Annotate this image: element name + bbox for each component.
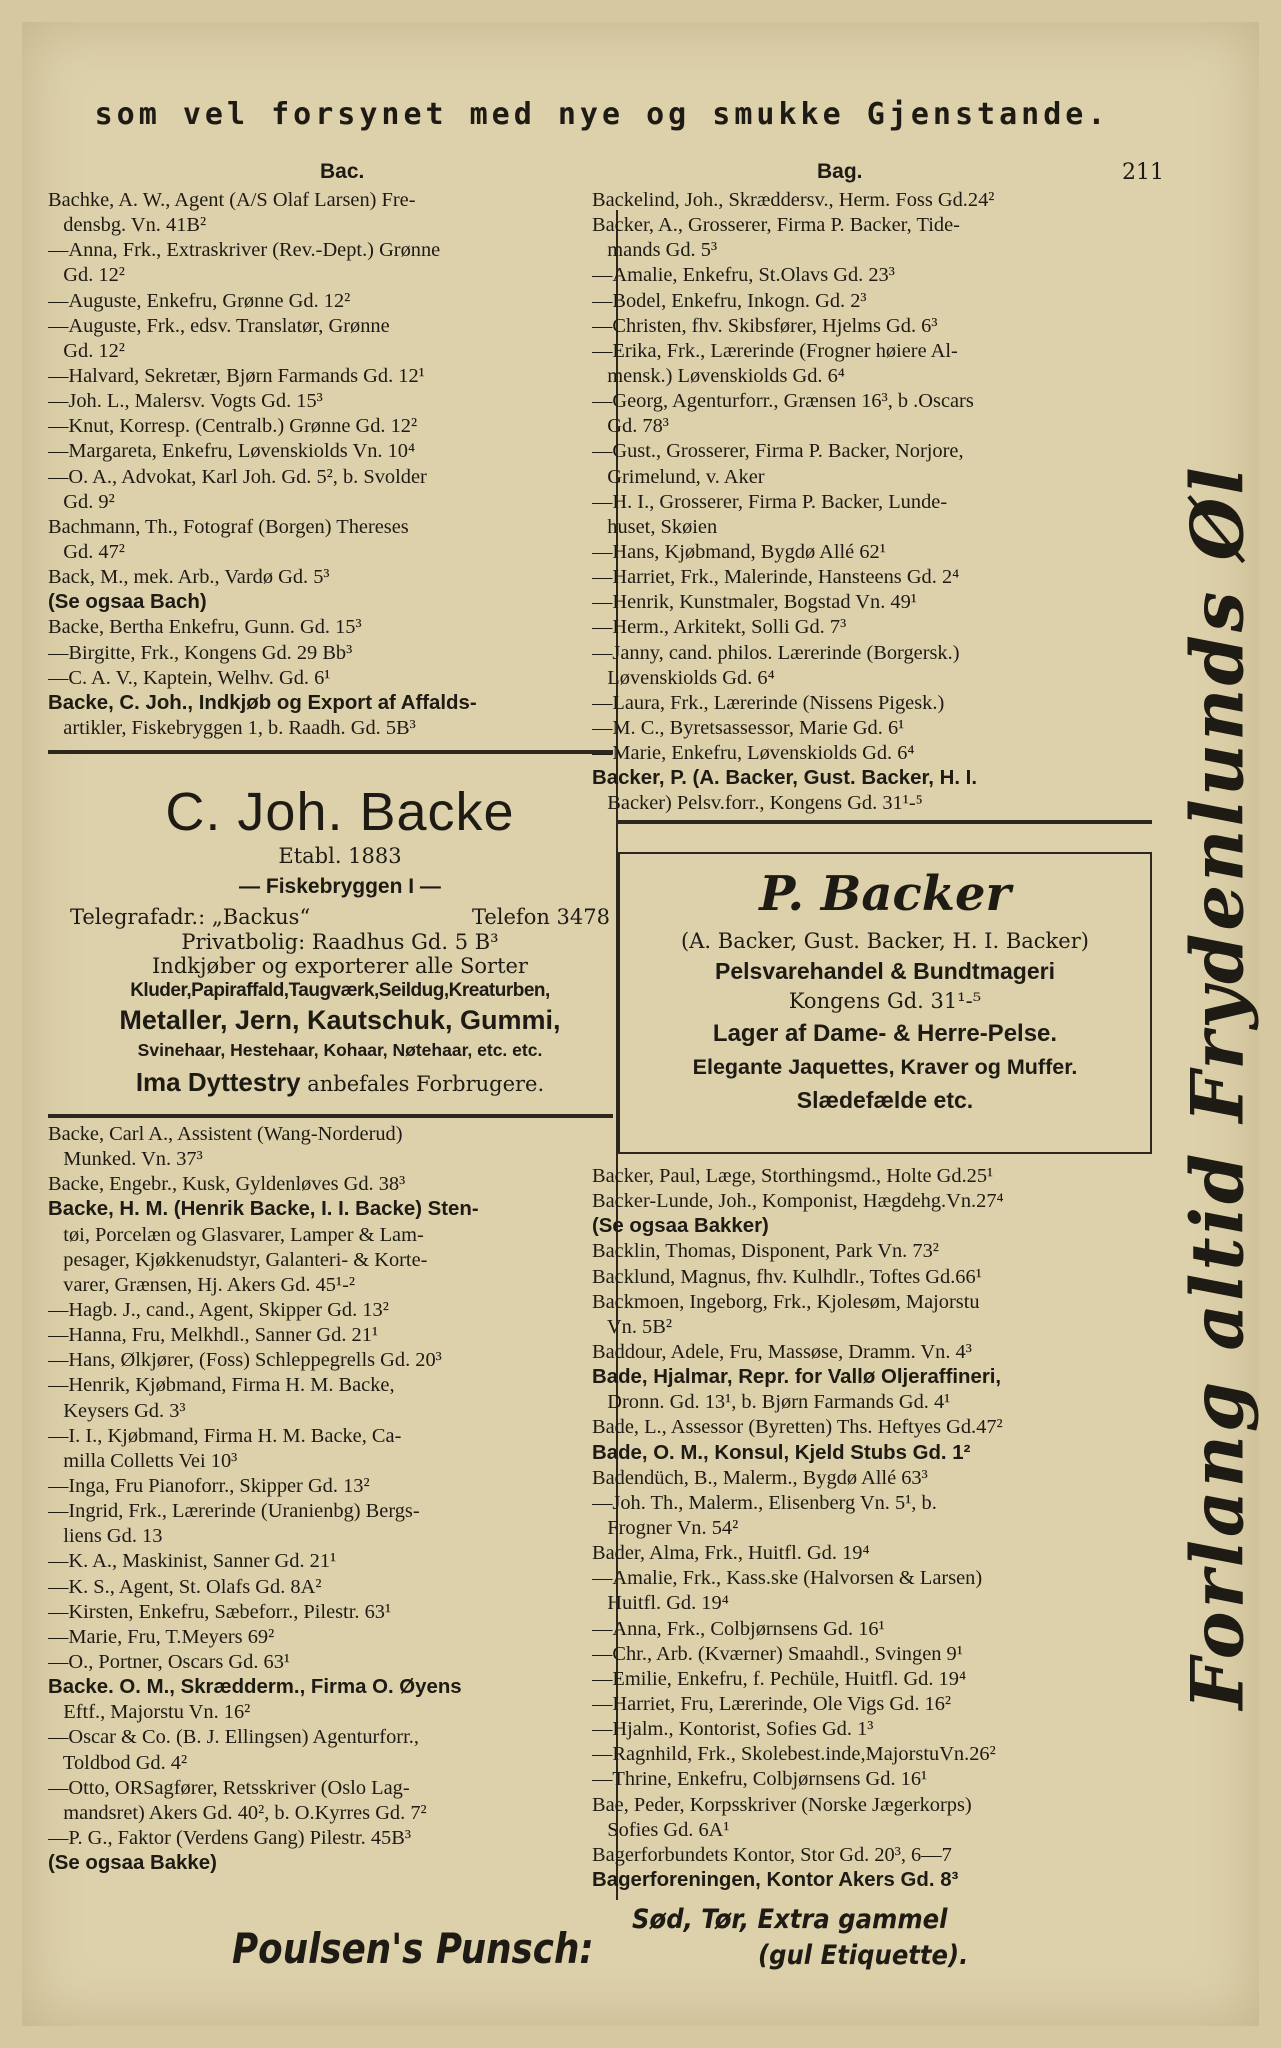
backer-ad-trade: Pelsvarehandel & Bundtmageri — [715, 958, 1055, 984]
backe-ad-established: Etabl. 1883 — [278, 844, 402, 868]
directory-entry-line: Eftf., Majorstu Vn. 16² — [48, 1701, 251, 1724]
directory-entry-line: Løvenskiolds Gd. 6⁴ — [592, 666, 775, 689]
directory-entry-line: Badendüch, B., Malerm., Bygdø Allé 63³ — [592, 1466, 928, 1489]
directory-entry-line: (Se ogsaa Bakker) — [592, 1215, 769, 1238]
directory-entry-line: Backlin, Thomas, Disponent, Park Vn. 73² — [592, 1240, 939, 1263]
backe-ad-telegraph: Telegrafadr.: „Backus“ — [70, 905, 311, 930]
directory-entry-line: —Georg, Agenturforr., Grænsen 16³, b .Oscars — [592, 390, 974, 413]
directory-entry-line: Huitfl. Gd. 19⁴ — [592, 1592, 729, 1615]
directory-entry-line: densbg. Vn. 41B² — [48, 214, 207, 237]
directory-entry-line: Frogner Vn. 54² — [592, 1516, 739, 1539]
directory-entry-line: —Amalie, Enkefru, St.Olavs Gd. 23³ — [592, 264, 895, 287]
directory-entry-line: —Thrine, Enkefru, Colbjørnsens Gd. 16¹ — [592, 1768, 928, 1791]
backer-advertisement — [618, 852, 1152, 1154]
directory-entry-line: Bader, Alma, Frk., Huitfl. Gd. 19⁴ — [592, 1542, 870, 1565]
directory-entry-line: —H. I., Grosserer, Firma P. Backer, Lunde- — [592, 490, 948, 513]
directory-entry-line: —Erika, Frk., Lærerinde (Frogner høiere Al- — [592, 339, 958, 362]
directory-entry-line: Backe, C. Joh., Indkjøb og Export af Affalds- — [48, 691, 477, 714]
directory-entry-line: Toldbod Gd. 4² — [48, 1751, 188, 1774]
punsch-ad-name: Poulsen's Punsch: — [232, 1924, 594, 1973]
section-divider — [48, 1114, 613, 1118]
directory-entry-line: —Kirsten, Enkefru, Sæbeforr., Pilestr. 63¹ — [48, 1600, 392, 1623]
directory-entry-line: Backe, Carl A., Assistent (Wang-Norderud) — [48, 1123, 403, 1145]
directory-entry-line: —Hjalm., Kontorist, Sofies Gd. 1³ — [592, 1718, 874, 1741]
directory-entry-line: Bachmann, Th., Fotograf (Borgen) Thereses — [48, 515, 409, 538]
directory-entry-line: —Herm., Arkitekt, Solli Gd. 7³ — [592, 616, 847, 639]
directory-entry-line: Back, M., mek. Arb., Vardø Gd. 5³ — [48, 566, 330, 589]
directory-entry-line: Vn. 5B² — [592, 1315, 672, 1338]
directory-entry-line: Backer-Lunde, Joh., Komponist, Hægdehg.Vn.27⁴ — [592, 1190, 1004, 1213]
directory-entry-line: —Auguste, Enkefru, Grønne Gd. 12² — [48, 289, 351, 312]
page-number: 211 — [1122, 160, 1164, 185]
directory-entry-line: Backe. O. M., Skrædderm., Firma O. Øyens — [48, 1676, 462, 1699]
directory-entry-line: (Se ogsaa Bakke) — [48, 1852, 217, 1875]
directory-entry-line: mands Gd. 5³ — [592, 239, 718, 262]
backer-ad-name: P. Backer — [759, 866, 1011, 922]
section-divider — [48, 750, 613, 754]
directory-entry-line: Grimelund, v. Aker — [592, 465, 765, 488]
directory-entry-line: pesager, Kjøkkenudstyr, Galanteri- & Korte- — [48, 1248, 428, 1271]
directory-entry-line: Bade, Hjalmar, Repr. for Vallø Oljeraffineri, — [592, 1366, 1002, 1389]
directory-entry-line: varer, Grænsen, Hj. Akers Gd. 45¹-² — [48, 1273, 356, 1296]
backe-ad-private: Privatbolig: Raadhus Gd. 5 B³ — [181, 929, 499, 954]
backe-ad-product: Ima Dyttestry — [135, 1066, 301, 1097]
directory-entry-line: Backer, Paul, Læge, Storthingsmd., Holte Gd.25¹ — [592, 1165, 994, 1187]
directory-entry-line: Keysers Gd. 3³ — [48, 1399, 186, 1422]
directory-entry-line: —Amalie, Frk., Kass.ske (Halvorsen & Larsen) — [592, 1567, 983, 1590]
directory-entry-line: mensk.) Løvenskiolds Gd. 6⁴ — [592, 364, 845, 387]
directory-entry-line: Munked. Vn. 37³ — [48, 1148, 203, 1171]
directory-entry-line: —Gust., Grosserer, Firma P. Backer, Norjore, — [592, 440, 964, 463]
directory-entry-line: —C. A. V., Kaptein, Welhv. Gd. 6¹ — [48, 666, 331, 689]
directory-entry-line: —I. I., Kjøbmand, Firma H. M. Backe, Ca- — [48, 1424, 402, 1447]
backe-ad-goods-3: Svinehaar, Hestehaar, Kohaar, Nøtehaar, etc. etc. — [137, 1039, 543, 1060]
directory-entry-line: —M. C., Byretsassessor, Marie Gd. 6¹ — [592, 716, 905, 739]
directory-entry-line: —Ragnhild, Frk., Skolebest.inde,MajorstuVn.26² — [592, 1743, 996, 1766]
right-column-entries-top — [592, 188, 1152, 817]
directory-entry-line: Gd. 12² — [48, 339, 125, 362]
directory-entry-line: —Knut, Korresp. (Centralb.) Grønne Gd. 12² — [48, 415, 418, 438]
directory-entry-line: —Anna, Frk., Extraskriver (Rev.-Dept.) Grønne — [48, 239, 441, 262]
directory-entry-line: —Emilie, Enkefru, f. Pechüle, Huitfl. Gd. 19⁴ — [592, 1667, 967, 1690]
directory-entry-line: —Christen, fhv. Skibsfører, Hjelms Gd. 6³ — [592, 314, 938, 337]
directory-entry-line: —Marie, Enkefru, Løvenskiolds Gd. 6⁴ — [592, 742, 915, 765]
backe-ad-recommend: anbefales Forbrugere. — [300, 1071, 545, 1096]
section-divider — [618, 820, 1152, 824]
directory-entry-line: Backer, A., Grosserer, Firma P. Backer, Tide- — [592, 214, 960, 237]
page-tagline: som vel forsynet med nye og smukke Gjenstande. — [94, 97, 1110, 132]
backe-ad-address: — Fiskebryggen I — — [239, 874, 441, 898]
punsch-advertisement — [232, 1902, 1032, 2012]
directory-entry-line: —Henrik, Kjøbmand, Firma H. M. Backe, — [48, 1374, 395, 1397]
directory-entry-line: Backer, P. (A. Backer, Gust. Backer, H. I. — [592, 767, 977, 790]
directory-entry-line: —Hanna, Fru, Melkhdl., Sanner Gd. 21¹ — [48, 1324, 379, 1347]
directory-entry-line: Backer) Pelsv.forr., Kongens Gd. 31¹-⁵ — [592, 792, 923, 815]
directory-entry-line: —K. A., Maskinist, Sanner Gd. 21¹ — [48, 1550, 337, 1573]
directory-entry-line: Backe, Bertha Enkefru, Gunn. Gd. 15³ — [48, 616, 362, 639]
backe-ad-phone: Telefon 3478 — [471, 905, 610, 930]
directory-entry-line: Backmoen, Ingeborg, Frk., Kjolesøm, Majorstu — [592, 1290, 980, 1313]
directory-entry-line: —Joh. Th., Malerm., Elisenberg Vn. 5¹, b. — [592, 1491, 937, 1514]
directory-entry-line: —Janny, cand. philos. Lærerinde (Borgersk.) — [592, 641, 960, 664]
directory-entry-line: Bade, L., Assessor (Byretten) Ths. Heftyes Gd.47² — [592, 1416, 1003, 1439]
directory-entry-line: —Otto, ORSagfører, Retsskriver (Oslo Lag- — [48, 1776, 410, 1799]
right-column-key: Bag. — [817, 160, 863, 183]
directory-entry-line: —Inga, Fru Pianoforr., Skipper Gd. 13² — [48, 1474, 370, 1497]
backer-ad-address: Kongens Gd. 31¹-⁵ — [788, 989, 982, 1013]
directory-entry-line: Backe, Engebr., Kusk, Gyldenløves Gd. 38³ — [48, 1173, 406, 1196]
directory-entry-line: artikler, Fiskebryggen 1, b. Raadh. Gd. 5B³ — [48, 716, 416, 739]
directory-entry-line: liens Gd. 13 — [48, 1525, 163, 1548]
backer-ad-line-3: Slædefælde etc. — [796, 1087, 974, 1113]
directory-entry-line: —P. G., Faktor (Verdens Gang) Pilestr. 45B³ — [48, 1826, 411, 1849]
backer-ad-owners: (A. Backer, Gust. Backer, H. I. Backer) — [681, 929, 1089, 953]
directory-entry-line: (Se ogsaa Bach) — [48, 591, 207, 614]
directory-entry-line: —Anna, Frk., Colbjørnsens Gd. 16¹ — [592, 1617, 885, 1640]
directory-entry-line: Dronn. Gd. 13¹, b. Bjørn Farmands Gd. 4¹ — [592, 1391, 951, 1414]
backe-ad-goods-1: Kluder,Papiraffald,Taugværk,Seildug,Kreaturben, — [130, 979, 550, 1001]
directory-entry-line: —Margareta, Enkefru, Løvenskiolds Vn. 10⁴ — [48, 440, 416, 463]
left-column-entries-top — [48, 188, 613, 741]
backe-ad-contact-row — [70, 905, 610, 930]
punsch-ad-desc — [632, 1902, 968, 1974]
directory-entry-line: —K. S., Agent, St. Olafs Gd. 8A² — [48, 1575, 322, 1598]
directory-entry-line: —Oscar & Co. (B. J. Ellingsen) Agenturforr., — [48, 1726, 419, 1749]
directory-entry-line: —Marie, Fru, T.Meyers 69² — [48, 1625, 275, 1648]
directory-entry-line: —Harriet, Frk., Malerinde, Hansteens Gd. 2⁴ — [592, 566, 960, 589]
directory-entry-line: Gd. 12² — [48, 264, 125, 287]
directory-entry-line: Backe, H. M. (Henrik Backe, I. I. Backe) Sten- — [48, 1198, 479, 1221]
backe-ad-buys: Indkjøber og exporterer alle Sorter — [152, 954, 528, 979]
directory-entry-line: milla Colletts Vei 10³ — [48, 1449, 238, 1472]
backe-ad-dyttestry — [70, 1064, 610, 1102]
directory-entry-line: Bade, O. M., Konsul, Kjeld Stubs Gd. 1² — [592, 1441, 971, 1464]
punsch-ad-desc-line-2: (gul Etiquette). — [758, 1940, 969, 1971]
left-column-entries-bottom — [48, 1122, 613, 1876]
directory-entry-line: mandsret) Akers Gd. 40², b. O.Kyrres Gd. 7² — [48, 1801, 427, 1824]
directory-entry-line: Backelind, Joh., Skræddersv., Herm. Foss Gd.24² — [592, 189, 995, 211]
directory-entry-line: —Hans, Ølkjører, (Foss) Schleppegrells Gd. 20³ — [48, 1349, 442, 1372]
directory-entry-line: —Harriet, Fru, Lærerinde, Ole Vigs Gd. 16² — [592, 1692, 952, 1715]
side-advertisement — [1157, 464, 1277, 1710]
directory-page — [22, 22, 1259, 2026]
directory-entry-line: —O. A., Advokat, Karl Joh. Gd. 5², b. Svolder — [48, 465, 427, 488]
directory-entry-line: Baddour, Adele, Fru, Massøse, Dramm. Vn. 4³ — [592, 1340, 972, 1363]
directory-entry-line: —Joh. L., Malersv. Vogts Gd. 15³ — [48, 390, 323, 413]
directory-entry-line: Gd. 78³ — [592, 415, 669, 438]
directory-entry-line: —Chr., Arb. (Kværner) Smaahdl., Svingen 9¹ — [592, 1642, 963, 1665]
directory-entry-line: Gd. 9² — [48, 490, 115, 513]
backe-ad-goods-2: Metaller, Jern, Kautschuk, Gummi, — [119, 1004, 561, 1035]
directory-entry-line: Bagerforeningen, Kontor Akers Gd. 8³ — [592, 1868, 959, 1891]
directory-entry-line: —Auguste, Frk., edsv. Translatør, Grønne — [48, 314, 390, 337]
directory-entry-line: —Birgitte, Frk., Kongens Gd. 29 Bb³ — [48, 641, 353, 664]
directory-entry-line: —Laura, Frk., Lærerinde (Nissens Pigesk.) — [592, 691, 945, 714]
directory-entry-line: —Ingrid, Frk., Lærerinde (Uranienbg) Bergs- — [48, 1500, 420, 1523]
side-ad-text: Forlang altid Frydenlunds Øl — [1174, 464, 1260, 1710]
punsch-ad-desc-line-1: Sød, Tør, Extra gammel — [632, 1904, 948, 1935]
backer-ad-line-2: Elegante Jaquettes, Kraver og Muffer. — [692, 1055, 1078, 1079]
right-column-entries-bottom — [592, 1164, 1152, 1893]
directory-entry-line: —Hans, Kjøbmand, Bygdø Allé 62¹ — [592, 540, 886, 563]
directory-entry-line: —Hagb. J., cand., Agent, Skipper Gd. 13² — [48, 1298, 389, 1321]
directory-entry-line: Bagerforbundets Kontor, Stor Gd. 20³, 6—7 — [592, 1843, 952, 1866]
backe-ad-name: C. Joh. Backe — [165, 782, 515, 842]
directory-entry-line: huset, Skøien — [592, 515, 718, 538]
directory-entry-line: Sofies Gd. 6A¹ — [592, 1818, 730, 1841]
directory-entry-line: —O., Portner, Oscars Gd. 63¹ — [48, 1650, 291, 1673]
backer-ad-line-1: Lager af Dame- & Herre-Pelse. — [712, 1020, 1058, 1047]
directory-entry-line: Backlund, Magnus, fhv. Kulhdlr., Toftes Gd.66¹ — [592, 1265, 982, 1288]
left-column-key: Bac. — [320, 160, 365, 183]
directory-entry-line: —Halvard, Sekretær, Bjørn Farmands Gd. 12¹ — [48, 364, 425, 387]
directory-entry-line: Gd. 47² — [48, 540, 125, 563]
directory-entry-line: tøi, Porcelæn og Glasvarer, Lamper & Lam- — [48, 1223, 424, 1246]
directory-entry-line: —Henrik, Kunstmaler, Bogstad Vn. 49¹ — [592, 591, 917, 614]
backe-advertisement — [70, 780, 610, 1102]
directory-entry-line: —Bodel, Enkefru, Inkogn. Gd. 2³ — [592, 289, 867, 312]
directory-entry-line: Bachke, A. W., Agent (A/S Olaf Larsen) Fre- — [48, 189, 416, 211]
directory-entry-line: Bae, Peder, Korpsskriver (Norske Jægerkorps) — [592, 1793, 972, 1816]
